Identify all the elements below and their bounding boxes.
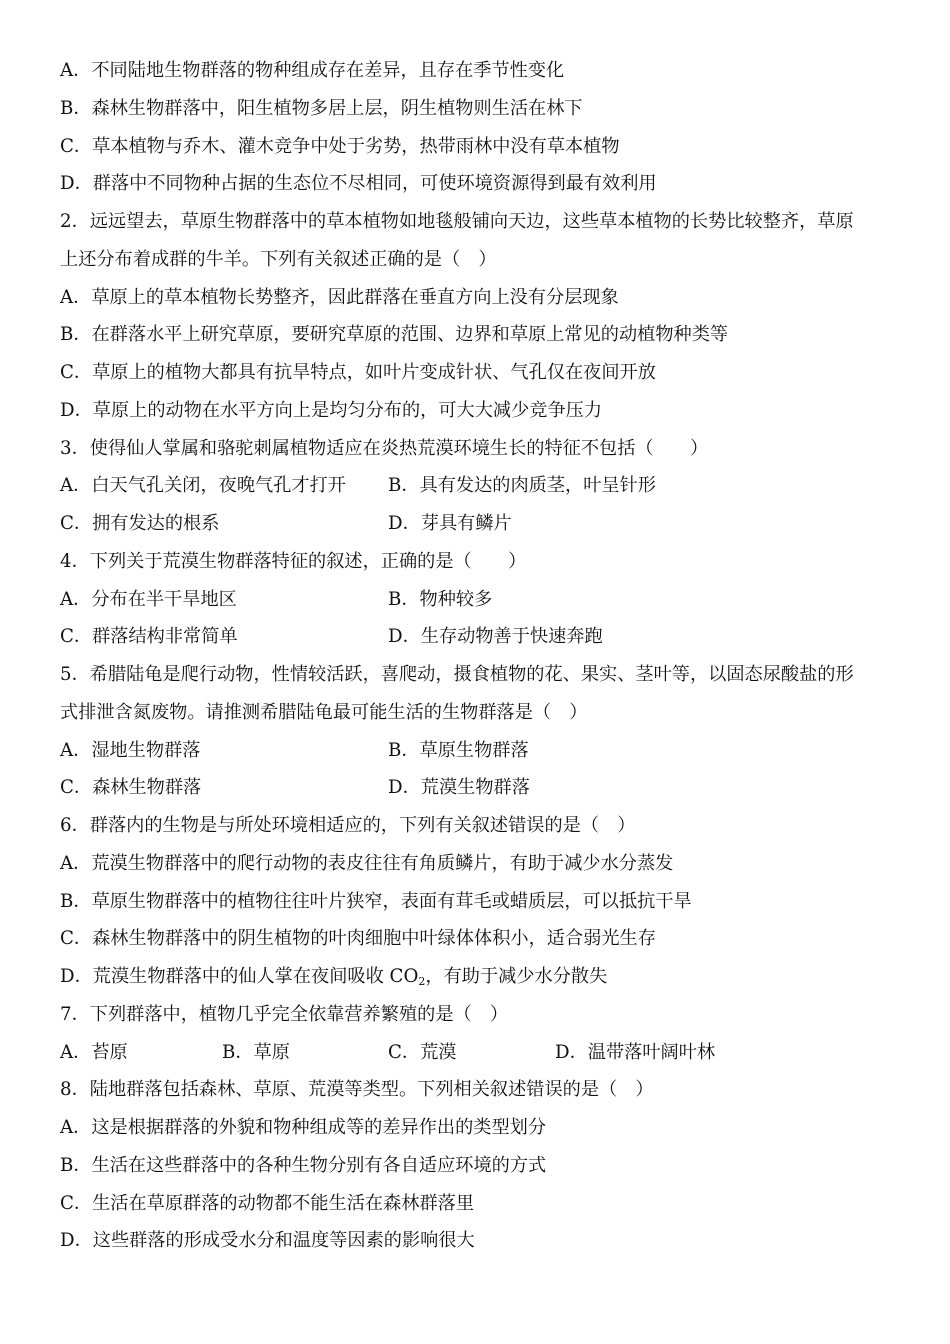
q5-stem-line1: 5．希腊陆龟是爬行动物，性情较活跃，喜爬动，摄食植物的花、果实、茎叶等，以固态尿酸盐的形 <box>60 664 854 685</box>
q5-option-b: B．草原生物群落 <box>388 739 529 761</box>
q3-options-row1 <box>60 467 900 505</box>
q8-option-d: D．这些群落的形成受水分和温度等因素的影响很大 <box>60 1230 475 1252</box>
q2-option-b: B．在群落水平上研究草原，要研究草原的范围、边界和草原上常见的动植物种类等 <box>60 324 729 346</box>
q2-option-a: A．草原上的草本植物长势整齐，因此群落在垂直方向上没有分层现象 <box>60 286 619 308</box>
q6-option-c: C．森林生物群落中的阴生植物的叶肉细胞中叶绿体体积小，适合弱光生存 <box>60 928 656 950</box>
q3-option-d: D．芽具有鳞片 <box>388 513 512 534</box>
q5-option-d: D．荒漠生物群落 <box>388 777 530 799</box>
q2-stem-line1: 2．远远望去，草原生物群落中的草本植物如地毯般铺向天边，这些草本植物的长势比较整齐，草原 <box>60 211 854 232</box>
q6-option-a: A．荒漠生物群落中的爬行动物的表皮往往有角质鳞片，有助于减少水分蒸发 <box>60 852 674 874</box>
q7-options-row <box>60 1034 900 1072</box>
q1-option-d: D．群落中不同物种占据的生态位不尽相同，可使环境资源得到最有效利用 <box>60 173 657 195</box>
q1-option-a: A．不同陆地生物群落的物种组成存在差异，且存在季节性变化 <box>60 60 565 81</box>
worksheet <box>60 52 900 1260</box>
q8-option-a: A．这是根据群落的外貌和物种组成等的差异作出的类型划分 <box>60 1117 547 1138</box>
q7-option-a: A．苔原 <box>60 1041 128 1063</box>
q6-option-b: B．草原生物群落中的植物往往叶片狭窄，表面有茸毛或蜡质层，可以抵抗干旱 <box>60 890 692 912</box>
q7-option-b: B．草原 <box>222 1041 290 1063</box>
q4-option-c: C．群落结构非常简单 <box>60 626 238 648</box>
q7-option-d: D．温带落叶阔叶林 <box>555 1041 716 1063</box>
q8-stem: 8．陆地群落包括森林、草原、荒漠等类型。下列相关叙述错误的是（ ） <box>60 1079 654 1101</box>
q5-option-a: A．湿地生物群落 <box>60 739 201 761</box>
q3-option-c: C．拥有发达的根系 <box>60 513 220 534</box>
q3-options-row2 <box>60 505 900 543</box>
q6-stem: 6．群落内的生物是与所处环境相适应的，下列有关叙述错误的是（ ） <box>60 815 636 836</box>
q3-option-b: B．具有发达的肉质茎，叶呈针形 <box>388 475 656 497</box>
q4-stem: 4．下列关于荒漠生物群落特征的叙述，正确的是（ ） <box>60 550 527 572</box>
q6-option-d <box>60 958 900 996</box>
q2-option-d: D．草原上的动物在水平方向上是均匀分布的，可大大减少竞争压力 <box>60 399 603 421</box>
q6-option-d-text-end: ，有助于减少水分散失 <box>425 966 608 987</box>
q7-option-c: C．荒漠 <box>388 1041 457 1063</box>
q4-options-row2 <box>60 618 900 656</box>
q7-stem: 7．下列群落中，植物几乎完全依靠营养繁殖的是（ ） <box>60 1003 509 1025</box>
q5-options-row1 <box>60 732 900 770</box>
q3-option-a: A．白天气孔关闭，夜晚气孔才打开 <box>60 475 346 497</box>
q4-option-d: D．生存动物善于快速奔跑 <box>388 626 603 648</box>
q8-option-b: B．生活在这些群落中的各种生物分别有各自适应环境的方式 <box>60 1154 547 1176</box>
q8-option-c: C．生活在草原群落的动物都不能生活在森林群落里 <box>60 1192 475 1214</box>
q4-option-b: B．物种较多 <box>388 588 493 610</box>
q4-options-row1 <box>60 581 900 619</box>
q4-option-a: A．分布在半干旱地区 <box>60 588 237 610</box>
subscript: 2 <box>418 975 426 988</box>
q6-option-d-text: D．荒漠生物群落中的仙人掌在夜间吸收 CO <box>60 966 419 987</box>
q3-stem: 3．使得仙人掌属和骆驼刺属植物适应在炎热荒漠环境生长的特征不包括（ ） <box>60 437 709 459</box>
q5-options-row2 <box>60 769 900 807</box>
q5-option-c: C．森林生物群落 <box>60 777 202 799</box>
q1-option-b: B．森林生物群落中，阳生植物多居上层，阴生植物则生活在林下 <box>60 97 583 119</box>
q5-stem-line2: 式排泄含氮废物。请推测希腊陆龟最可能生活的生物群落是（ ） <box>60 701 588 723</box>
q1-option-c: C．草本植物与乔木、灌木竞争中处于劣势，热带雨林中没有草本植物 <box>60 135 620 157</box>
q2-option-c: C．草原上的植物大都具有抗旱特点，如叶片变成针状、气孔仅在夜间开放 <box>60 362 656 383</box>
q2-stem-line2: 上还分布着成群的牛羊。下列有关叙述正确的是（ ） <box>60 248 497 270</box>
